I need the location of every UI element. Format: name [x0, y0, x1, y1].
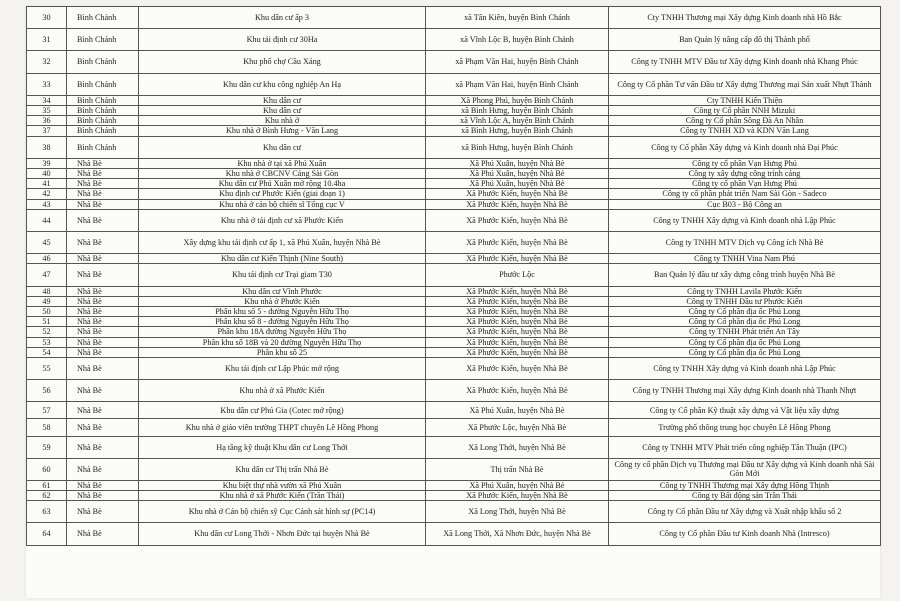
- investor-cell: Công ty xây dựng công trình cảng: [609, 168, 881, 178]
- investor-cell: Công ty TNHH Đầu tư Phước Kiển: [609, 296, 881, 306]
- address-cell: Xã Phú Xuân, huyện Nhà Bè: [426, 168, 609, 178]
- investor-cell: Công ty Cổ phần địa ốc Phú Long: [609, 347, 881, 357]
- row-number: 52: [27, 327, 67, 337]
- address-cell: Xã Phước Kiển, huyện Nhà Bè: [426, 491, 609, 501]
- investor-cell: Cty TNHH Thương mại Xây dựng Kinh doanh nhà Hồ Bắc: [609, 7, 881, 29]
- investor-cell: Công ty cổ phần phát triển Nam Sài Gòn - Sadeco: [609, 189, 881, 199]
- district-cell: Nhà Bè: [67, 254, 139, 264]
- address-cell: Xã Phú Xuân, huyện Nhà Bè: [426, 158, 609, 168]
- address-cell: Xã Phước Kiển, huyện Nhà Bè: [426, 317, 609, 327]
- district-cell: Bình Chánh: [67, 95, 139, 105]
- table-row: [27, 317, 881, 327]
- table-row: [27, 168, 881, 178]
- project-name-cell: Khu tái định cư 30Ha: [139, 29, 426, 51]
- row-number: 60: [27, 458, 67, 480]
- project-name-cell: Phân khu 18A đường Nguyễn Hữu Thọ: [139, 327, 426, 337]
- district-cell: Nhà Bè: [67, 209, 139, 231]
- row-number: 50: [27, 306, 67, 316]
- row-number: 56: [27, 380, 67, 402]
- district-cell: Nhà Bè: [67, 199, 139, 209]
- row-number: 64: [27, 523, 67, 545]
- investor-cell: Công ty Cổ phần địa ốc Phú Long: [609, 306, 881, 316]
- table-row: [27, 357, 881, 379]
- investor-cell: Công ty TNHH Xây dựng và Kinh doanh nhà Lập Phúc: [609, 209, 881, 231]
- row-number: 62: [27, 491, 67, 501]
- investor-cell: Công ty Cổ phần NNH Mizuki: [609, 105, 881, 115]
- investor-cell: Công ty TNHH Phát triển An Tây: [609, 327, 881, 337]
- project-name-cell: Khu dân cư: [139, 95, 426, 105]
- project-name-cell: Khu dân cư Phú Gia (Cotec mở rộng): [139, 402, 426, 419]
- investor-cell: Công ty TNHH Xây dựng và Kinh doanh nhà Lập Phúc: [609, 357, 881, 379]
- investor-cell: Cty TNHH Kiến Thiện: [609, 95, 881, 105]
- table-row: [27, 296, 881, 306]
- district-cell: Nhà Bè: [67, 458, 139, 480]
- table-row: [27, 189, 881, 199]
- district-cell: Bình Chánh: [67, 7, 139, 29]
- table-row: [27, 264, 881, 286]
- district-cell: Bình Chánh: [67, 136, 139, 158]
- address-cell: Xã Phước Kiển, huyện Nhà Bè: [426, 189, 609, 199]
- address-cell: xã Tân Kiên, huyện Bình Chánh: [426, 7, 609, 29]
- investor-cell: Ban Quản lý nâng cấp đô thị Thành phố: [609, 29, 881, 51]
- project-name-cell: Khu nhà ở CBCNV Cảng Sài Gòn: [139, 168, 426, 178]
- table-row: [27, 458, 881, 480]
- address-cell: Xã Phước Kiển, huyện Nhà Bè: [426, 254, 609, 264]
- address-cell: Xã Phú Xuân, huyện Nhà Bè: [426, 480, 609, 490]
- row-number: 51: [27, 317, 67, 327]
- row-number: 40: [27, 168, 67, 178]
- investor-cell: Công ty Cổ phần địa ốc Phú Long: [609, 317, 881, 327]
- row-number: 32: [27, 51, 67, 73]
- table-row: [27, 105, 881, 115]
- address-cell: Xã Phước Kiển, huyện Nhà Bè: [426, 286, 609, 296]
- table-row: [27, 436, 881, 458]
- district-cell: Nhà Bè: [67, 357, 139, 379]
- investor-cell: Công ty TNHH Thương mại Xây dựng Kinh doanh nhà Thanh Nhựt: [609, 380, 881, 402]
- table-row: [27, 402, 881, 419]
- row-number: 42: [27, 189, 67, 199]
- investor-cell: Công ty TNHH Lavila Phước Kiển: [609, 286, 881, 296]
- project-table-body: [27, 7, 881, 546]
- investor-cell: Công ty Cổ phần địa ốc Phú Long: [609, 337, 881, 347]
- project-name-cell: Khu nhà ở xã Phước Kiển: [139, 380, 426, 402]
- district-cell: Bình Chánh: [67, 73, 139, 95]
- project-name-cell: Khu nhà ở Bình Hưng - Văn Lang: [139, 126, 426, 136]
- district-cell: Nhà Bè: [67, 158, 139, 168]
- table-row: [27, 51, 881, 73]
- project-name-cell: Khu dân cư khu công nghiệp An Hạ: [139, 73, 426, 95]
- investor-cell: Công ty TNHH MTV Dịch vụ Công ích Nhà Bè: [609, 231, 881, 253]
- row-number: 53: [27, 337, 67, 347]
- project-name-cell: Khu dân cư Vĩnh Phước: [139, 286, 426, 296]
- investor-cell: Công ty Cổ phần Tư vấn Đầu tư Xây dựng Thương mại Sản xuất Nhựt Thành: [609, 73, 881, 95]
- project-name-cell: Khu nhà ở Cán bộ chiến sỹ Cục Cảnh sát hình sự (PC14): [139, 501, 426, 523]
- row-number: 54: [27, 347, 67, 357]
- address-cell: xã Vĩnh Lộc B, huyện Bình Chánh: [426, 29, 609, 51]
- address-cell: Thị trấn Nhà Bè: [426, 458, 609, 480]
- district-cell: Bình Chánh: [67, 51, 139, 73]
- table-row: [27, 179, 881, 189]
- project-name-cell: Khu nhà ở Phước Kiển: [139, 296, 426, 306]
- table-row: [27, 491, 881, 501]
- table-row: [27, 73, 881, 95]
- project-name-cell: Khu tái định cư Trại giam T30: [139, 264, 426, 286]
- row-number: 36: [27, 116, 67, 126]
- project-name-cell: Xây dựng khu tái định cư ấp 1, xã Phú Xuân, huyện Nhà Bè: [139, 231, 426, 253]
- address-cell: Xã Long Thới, huyện Nhà Bè: [426, 501, 609, 523]
- row-number: 57: [27, 402, 67, 419]
- row-number: 34: [27, 95, 67, 105]
- address-cell: xã Phạm Văn Hai, huyện Bình Chánh: [426, 73, 609, 95]
- district-cell: Nhà Bè: [67, 317, 139, 327]
- district-cell: Bình Chánh: [67, 126, 139, 136]
- district-cell: Bình Chánh: [67, 116, 139, 126]
- table-row: [27, 126, 881, 136]
- district-cell: Nhà Bè: [67, 189, 139, 199]
- investor-cell: Công ty TNHH XD và KDN Văn Lang: [609, 126, 881, 136]
- district-cell: Nhà Bè: [67, 347, 139, 357]
- project-name-cell: Khu dân cư: [139, 105, 426, 115]
- row-number: 31: [27, 29, 67, 51]
- address-cell: Xã Phước Kiển, huyện Nhà Bè: [426, 337, 609, 347]
- row-number: 55: [27, 357, 67, 379]
- row-number: 45: [27, 231, 67, 253]
- project-name-cell: Khu nhà ở tại xã Phú Xuân: [139, 158, 426, 168]
- address-cell: Xã Phước Kiển, huyện Nhà Bè: [426, 231, 609, 253]
- project-name-cell: Khu dân cư ấp 3: [139, 7, 426, 29]
- address-cell: xã Vĩnh Lộc A, huyện Bình Chánh: [426, 116, 609, 126]
- project-name-cell: Phân khu số 18B và 20 đường Nguyễn Hữu Thọ: [139, 337, 426, 347]
- row-number: 59: [27, 436, 67, 458]
- row-number: 39: [27, 158, 67, 168]
- investor-cell: Công ty Bất động sản Trần Thái: [609, 491, 881, 501]
- project-name-cell: Khu nhà ở cán bộ chiến sĩ Tổng cục V: [139, 199, 426, 209]
- address-cell: Xã Phước Kiển, huyện Nhà Bè: [426, 209, 609, 231]
- table-row: [27, 136, 881, 158]
- row-number: 30: [27, 7, 67, 29]
- row-number: 63: [27, 501, 67, 523]
- row-number: 33: [27, 73, 67, 95]
- investor-cell: Công ty cổ phần Vạn Hưng Phú: [609, 158, 881, 168]
- project-name-cell: Khu dân cư: [139, 136, 426, 158]
- address-cell: Xã Phú Xuân, huyện Nhà Bè: [426, 179, 609, 189]
- table-row: [27, 306, 881, 316]
- investor-cell: Công ty Cổ phần Đầu tư Kinh doanh Nhà (Intresco): [609, 523, 881, 545]
- table-row: [27, 158, 881, 168]
- table-row: [27, 254, 881, 264]
- district-cell: Nhà Bè: [67, 491, 139, 501]
- table-row: [27, 347, 881, 357]
- table-row: [27, 327, 881, 337]
- district-cell: Nhà Bè: [67, 523, 139, 545]
- table-row: [27, 199, 881, 209]
- investor-cell: Công ty cổ phần Vạn Hưng Phú: [609, 179, 881, 189]
- address-cell: Xã Phước Lộc, huyện Nhà Bè: [426, 419, 609, 436]
- project-name-cell: Khu dân cư Long Thới - Nhơn Đức tại huyện Nhà Bè: [139, 523, 426, 545]
- row-number: 61: [27, 480, 67, 490]
- district-cell: Nhà Bè: [67, 419, 139, 436]
- row-number: 46: [27, 254, 67, 264]
- district-cell: Nhà Bè: [67, 380, 139, 402]
- district-cell: Nhà Bè: [67, 402, 139, 419]
- table-row: [27, 7, 881, 29]
- table-row: [27, 480, 881, 490]
- project-name-cell: Khu nhà ở xã Phước Kiển (Trần Thái): [139, 491, 426, 501]
- project-name-cell: Khu nhà ở giáo viên trường THPT chuyên Lê Hồng Phong: [139, 419, 426, 436]
- table-row: [27, 337, 881, 347]
- investor-cell: Công ty Cổ phần Sông Đà An Nhân: [609, 116, 881, 126]
- address-cell: xã Bình Hưng, huyện Bình Chánh: [426, 136, 609, 158]
- address-cell: Xã Phước Kiển, huyện Nhà Bè: [426, 199, 609, 209]
- district-cell: Nhà Bè: [67, 231, 139, 253]
- investor-cell: Công ty TNHH MTV Đầu tư Xây dựng Kinh doanh nhà Khang Phúc: [609, 51, 881, 73]
- investor-cell: Trường phổ thông trung học chuyên Lê Hồng Phong: [609, 419, 881, 436]
- row-number: 58: [27, 419, 67, 436]
- table-row: [27, 501, 881, 523]
- address-cell: Xã Phước Kiển, huyện Nhà Bè: [426, 296, 609, 306]
- investor-cell: Công ty TNHH Thương mại Xây dựng Hồng Thịnh: [609, 480, 881, 490]
- project-name-cell: Khu tái định cư Lập Phúc mở rộng: [139, 357, 426, 379]
- address-cell: Phước Lộc: [426, 264, 609, 286]
- table-row: [27, 29, 881, 51]
- table-row: [27, 523, 881, 545]
- district-cell: Nhà Bè: [67, 179, 139, 189]
- row-number: 41: [27, 179, 67, 189]
- address-cell: Xã Phong Phú, huyện Bình Chánh: [426, 95, 609, 105]
- project-name-cell: Khu dân cư Kiến Thịnh (Nine South): [139, 254, 426, 264]
- row-number: 38: [27, 136, 67, 158]
- table-row: [27, 95, 881, 105]
- table-row: [27, 286, 881, 296]
- project-name-cell: Phân khu số 5 - đường Nguyễn Hữu Thọ: [139, 306, 426, 316]
- investor-cell: Ban Quản lý đầu tư xây dựng công trình huyện Nhà Bè: [609, 264, 881, 286]
- district-cell: Bình Chánh: [67, 29, 139, 51]
- address-cell: xã Bình Hưng, huyện Bình Chánh: [426, 105, 609, 115]
- address-cell: Xã Phước Kiển, huyện Nhà Bè: [426, 347, 609, 357]
- project-name-cell: Khu phố chợ Cầu Xáng: [139, 51, 426, 73]
- row-number: 44: [27, 209, 67, 231]
- project-name-cell: Khu nhà ở tái định cư xã Phước Kiển: [139, 209, 426, 231]
- project-name-cell: Phân khu số 8 - đường Nguyễn Hữu Thọ: [139, 317, 426, 327]
- district-cell: Nhà Bè: [67, 296, 139, 306]
- investor-cell: Công ty TNHH MTV Phát triển công nghiệp Tân Thuận (IPC): [609, 436, 881, 458]
- district-cell: Nhà Bè: [67, 168, 139, 178]
- address-cell: Xã Long Thới, huyện Nhà Bè: [426, 436, 609, 458]
- project-name-cell: Hạ tầng kỹ thuật Khu dân cư Long Thới: [139, 436, 426, 458]
- row-number: 49: [27, 296, 67, 306]
- district-cell: Nhà Bè: [67, 337, 139, 347]
- address-cell: xã Phạm Văn Hai, huyện Bình Chánh: [426, 51, 609, 73]
- district-cell: Nhà Bè: [67, 327, 139, 337]
- district-cell: Nhà Bè: [67, 501, 139, 523]
- project-name-cell: Phân khu số 25: [139, 347, 426, 357]
- project-table: [26, 6, 881, 546]
- address-cell: Xã Phước Kiển, huyện Nhà Bè: [426, 306, 609, 316]
- project-name-cell: Khu biệt thự nhà vườn xã Phú Xuân: [139, 480, 426, 490]
- document-page: [26, 6, 880, 598]
- address-cell: Xã Phước Kiển, huyện Nhà Bè: [426, 380, 609, 402]
- district-cell: Nhà Bè: [67, 480, 139, 490]
- row-number: 48: [27, 286, 67, 296]
- district-cell: Nhà Bè: [67, 286, 139, 296]
- address-cell: xã Bình Hưng, huyện Bình Chánh: [426, 126, 609, 136]
- district-cell: Nhà Bè: [67, 436, 139, 458]
- row-number: 43: [27, 199, 67, 209]
- investor-cell: Công ty cổ phần Dịch vụ Thương mại Đầu tư Xây dựng và Kinh doanh nhà Sài Gòn Mới: [609, 458, 881, 480]
- investor-cell: Công ty TNHH Vina Nam Phú: [609, 254, 881, 264]
- row-number: 37: [27, 126, 67, 136]
- district-cell: Nhà Bè: [67, 264, 139, 286]
- table-row: [27, 231, 881, 253]
- investor-cell: Công ty Cổ phần Kỹ thuật xây dựng và Vật liệu xây dựng: [609, 402, 881, 419]
- table-row: [27, 209, 881, 231]
- address-cell: Xã Phú Xuân, huyện Nhà Bè: [426, 402, 609, 419]
- table-row: [27, 419, 881, 436]
- project-name-cell: Khu nhà ở: [139, 116, 426, 126]
- address-cell: Xã Phước Kiển, huyện Nhà Bè: [426, 327, 609, 337]
- project-name-cell: Khu dân cư Thị trấn Nhà Bè: [139, 458, 426, 480]
- row-number: 47: [27, 264, 67, 286]
- investor-cell: Công ty Cổ phần Xây dựng và Kinh doanh nhà Đại Phúc: [609, 136, 881, 158]
- district-cell: Bình Chánh: [67, 105, 139, 115]
- investor-cell: Cục B03 - Bộ Công an: [609, 199, 881, 209]
- project-name-cell: Khu định cư Phước Kiển (giai đoạn 1): [139, 189, 426, 199]
- district-cell: Nhà Bè: [67, 306, 139, 316]
- project-name-cell: Khu dân cư Phú Xuân mở rộng 10.4ha: [139, 179, 426, 189]
- address-cell: Xã Long Thới, Xã Nhơn Đức, huyện Nhà Bè: [426, 523, 609, 545]
- row-number: 35: [27, 105, 67, 115]
- table-row: [27, 116, 881, 126]
- table-row: [27, 380, 881, 402]
- investor-cell: Công ty Cổ phần Đầu tư Xây dựng và Xuất nhập khẩu số 2: [609, 501, 881, 523]
- address-cell: Xã Phước Kiển, huyện Nhà Bè: [426, 357, 609, 379]
